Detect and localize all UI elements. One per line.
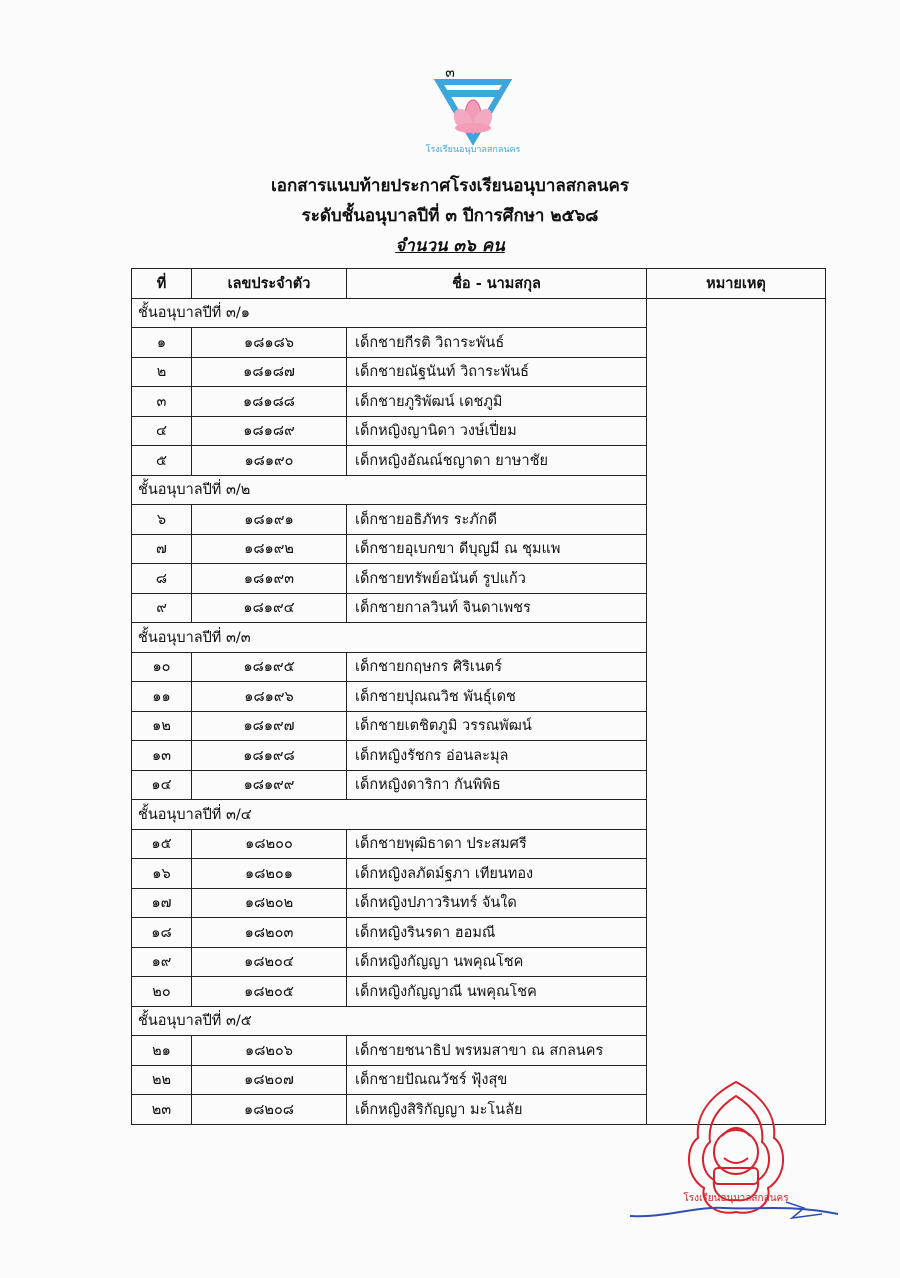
student-name: เด็กชายกฤษกร ศิริเนตร์ <box>347 652 647 682</box>
row-number: ๑๕ <box>132 829 192 859</box>
student-name: เด็กชายอธิภัทร ระภักดี <box>347 505 647 535</box>
student-name: เด็กหญิงกัญญาณี นพคุณโชค <box>347 977 647 1007</box>
student-name: เด็กหญิงรินรดา ฮอมณี <box>347 918 647 948</box>
row-number: ๑๒ <box>132 711 192 741</box>
document-title: เอกสารแนบท้ายประกาศโรงเรียนอนุบาลสกลนคร <box>270 176 629 196</box>
student-name: เด็กหญิงกัญญา นพคุณโชค <box>347 947 647 977</box>
row-number: ๑ <box>132 328 192 358</box>
student-id: ๑๘๑๙๗ <box>192 711 347 741</box>
student-id: ๑๘๒๐๕ <box>192 977 347 1007</box>
row-number: ๒ <box>132 357 192 387</box>
section-title: ชั้นอนุบาลปีที่ ๓/๕ <box>132 1006 647 1036</box>
student-name: เด็กชายพุฒิธาดา ประสมศรี <box>347 829 647 859</box>
student-name: เด็กชายณัฐนันท์ วิถาระพันธ์ <box>347 357 647 387</box>
row-number: ๑๙ <box>132 947 192 977</box>
row-number: ๘ <box>132 564 192 594</box>
section-title: ชั้นอนุบาลปีที่ ๓/๒ <box>132 475 647 505</box>
student-id: ๑๘๒๐๘ <box>192 1095 347 1125</box>
student-count: จำนวน ๓๖ คน <box>395 236 505 256</box>
student-id: ๑๘๒๐๐ <box>192 829 347 859</box>
student-id: ๑๘๑๙๖ <box>192 682 347 712</box>
row-number: ๒๒ <box>132 1065 192 1095</box>
student-id: ๑๘๒๐๔ <box>192 947 347 977</box>
student-name: เด็กชายชนาธิป พรหมสาขา ณ สกลนคร <box>347 1036 647 1066</box>
row-number: ๑๔ <box>132 770 192 800</box>
student-id: ๑๘๑๙๙ <box>192 770 347 800</box>
logo-caption: โรงเรียนอนุบาลสกลนคร <box>425 145 521 155</box>
student-name: เด็กหญิงรัชกร อ่อนละมุล <box>347 741 647 771</box>
student-name: เด็กชายกีรติ วิถาระพันธ์ <box>347 328 647 358</box>
row-number: ๔ <box>132 416 192 446</box>
header-no: ที่ <box>132 269 192 299</box>
page-number: ๓ <box>445 65 455 81</box>
student-id: ๑๘๑๙๔ <box>192 593 347 623</box>
student-id: ๑๘๑๘๘ <box>192 387 347 417</box>
section-title: ชั้นอนุบาลปีที่ ๓/๑ <box>132 298 647 328</box>
row-number: ๑๓ <box>132 741 192 771</box>
row-number: ๑๐ <box>132 652 192 682</box>
student-name: เด็กชายทรัพย์อนันต์ รูปแก้ว <box>347 564 647 594</box>
student-id: ๑๘๒๐๑ <box>192 859 347 889</box>
header-student-id: เลขประจำตัว <box>192 269 347 299</box>
table-header-row <box>132 269 826 299</box>
section-title: ชั้นอนุบาลปีที่ ๓/๔ <box>132 800 647 830</box>
row-number: ๓ <box>132 387 192 417</box>
student-name: เด็กชายภูริพัฒน์ เดชภูมิ <box>347 387 647 417</box>
student-id: ๑๘๒๐๗ <box>192 1065 347 1095</box>
row-number: ๑๑ <box>132 682 192 712</box>
student-name: เด็กชายปัณณวัชร์ ฟุ้งสุข <box>347 1065 647 1095</box>
row-number: ๒๓ <box>132 1095 192 1125</box>
student-name: เด็กหญิงญานิดา วงษ์เปี่ยม <box>347 416 647 446</box>
header-remark: หมายเหตุ <box>647 269 826 299</box>
student-id: ๑๘๑๘๖ <box>192 328 347 358</box>
student-id: ๑๘๒๐๓ <box>192 918 347 948</box>
student-name: เด็กหญิงดาริกา กันพิพิธ <box>347 770 647 800</box>
student-name: เด็กชายปุณณวิช พันธุ์เดช <box>347 682 647 712</box>
row-number: ๑๖ <box>132 859 192 889</box>
row-number: ๖ <box>132 505 192 535</box>
student-id: ๑๘๑๙๘ <box>192 741 347 771</box>
student-name: เด็กชายเตชิตภูมิ วรรณพัฒน์ <box>347 711 647 741</box>
row-number: ๙ <box>132 593 192 623</box>
student-name: เด็กชายอุเบกขา ดีบุญมี ณ ชุมแพ <box>347 534 647 564</box>
student-id: ๑๘๑๘๙ <box>192 416 347 446</box>
student-roster-table <box>131 268 826 1125</box>
student-id: ๑๘๑๙๐ <box>192 446 347 476</box>
document-subtitle: ระดับชั้นอนุบาลปีที่ ๓ ปีการศึกษา ๒๕๖๘ <box>301 206 599 226</box>
student-id: ๑๘๑๘๗ <box>192 357 347 387</box>
student-name: เด็กหญิงลภัดม์ฐภา เทียนทอง <box>347 859 647 889</box>
school-seal-stamp-icon <box>626 1076 846 1236</box>
student-name: เด็กหญิงอัณณ์ชญาดา ยาษาชัย <box>347 446 647 476</box>
student-name: เด็กหญิงสิริกัญญา มะโนลัย <box>347 1095 647 1125</box>
student-id: ๑๘๑๙๑ <box>192 505 347 535</box>
student-name: เด็กชายกาลวินท์ จินดาเพชร <box>347 593 647 623</box>
remark-column-cell <box>647 298 826 1124</box>
row-number: ๗ <box>132 534 192 564</box>
row-number: ๕ <box>132 446 192 476</box>
student-id: ๑๘๑๙๓ <box>192 564 347 594</box>
section-header-row <box>132 298 826 328</box>
seal-text: โรงเรียนอนุบาลสกลนคร <box>683 1193 789 1204</box>
header-full-name: ชื่อ - นามสกุล <box>347 269 647 299</box>
row-number: ๑๗ <box>132 888 192 918</box>
student-id: ๑๘๑๙๒ <box>192 534 347 564</box>
row-number: ๑๘ <box>132 918 192 948</box>
row-number: ๒๐ <box>132 977 192 1007</box>
school-logo-icon <box>425 76 521 156</box>
section-title: ชั้นอนุบาลปีที่ ๓/๓ <box>132 623 647 653</box>
row-number: ๒๑ <box>132 1036 192 1066</box>
student-id: ๑๘๑๙๕ <box>192 652 347 682</box>
student-id: ๑๘๒๐๒ <box>192 888 347 918</box>
student-name: เด็กหญิงปภาวรินทร์ จันใด <box>347 888 647 918</box>
student-id: ๑๘๒๐๖ <box>192 1036 347 1066</box>
